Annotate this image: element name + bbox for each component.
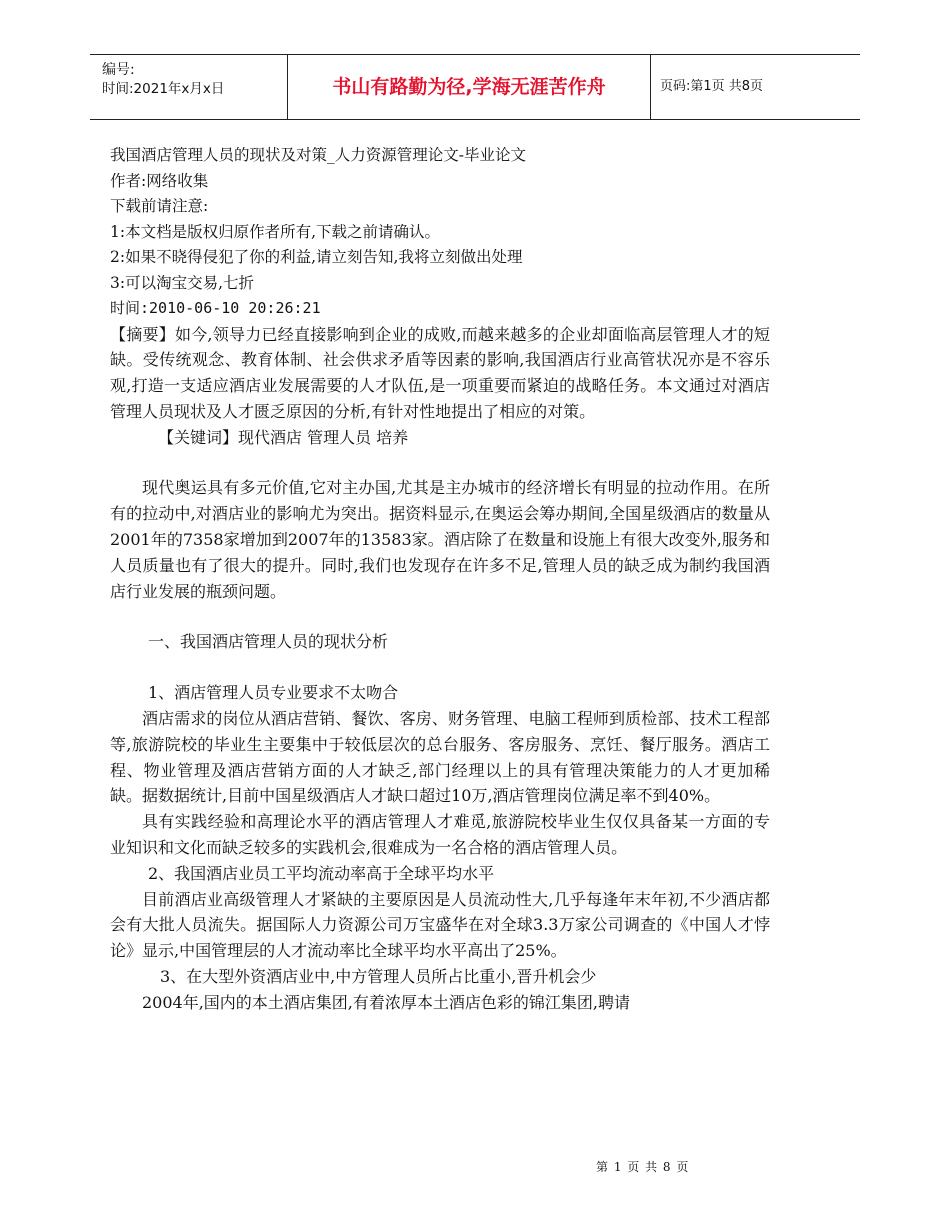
paragraph-1a: 酒店需求的岗位从酒店营销、餐饮、客房、财务管理、电脑工程师到质检部、技术工程部等,旅游院校的毕业生主要集中于较低层次的总台服务、客房服务、烹饪、餐厅服务。酒店工程、物业管理及酒店营销方面的人才缺乏,部门经理以上的具有管理决策能力的人才更加稀缺。据数据统计,目前中国星级酒店人才缺口超过10万,酒店管理岗位满足率不到40%。 <box>110 709 770 806</box>
header-left <box>102 61 224 99</box>
intro-paragraph: 现代奥运具有多元价值,它对主办国,尤其是主办城市的经济增长有明显的拉动作用。在所有的拉动中,对酒店业的影响尤为突出。据资料显示,在奥运会筹办期间,全国星级酒店的数量从2001年的7358家增加到2007年的13583家。酒店除了在数量和设施上有很大改变外,服务和人员质量也有了很大的提升。同时,我们也发现存在许多不足,管理人员的缺乏成为制约我国酒店行业发展的瓶颈问题。 <box>110 478 770 601</box>
header-motto: 书山有路勤为径,学海无涯苦作舟 <box>287 55 651 119</box>
notice-item-1: 1:本文档是版权归原作者所有,下载之前请确认。 <box>110 222 441 241</box>
paragraph-2: 目前酒店业高级管理人才紧缺的主要原因是人员流动性大,几乎每逢年末年初,不少酒店都会有大批人员流失。据国际人力资源公司万宝盛华在对全球3.3万家公司调查的《中国人才悖论》显示,中国管理层的人才流动率比全球平均水平高出了25%。 <box>110 889 770 961</box>
header-time-label: 时间:2021年x月x日 <box>102 81 225 97</box>
document-content <box>110 143 770 1016</box>
keywords-line: 【关键词】现代酒店 管理人员 培养 <box>158 427 409 447</box>
section-heading-1: 一、我国酒店管理人员的现状分析 <box>148 632 389 652</box>
header-page-info: 页码:第1页 共8页 <box>660 79 764 94</box>
header-number-label: 编号: <box>102 62 135 78</box>
notice-item-2: 2:如果不晓得侵犯了你的利益,请立刻告知,我将立刻做出处理 <box>110 248 523 266</box>
page-header <box>90 54 860 120</box>
notice-heading: 下载前请注意: <box>110 197 209 215</box>
paragraph-3: 2004年,国内的本土酒店集团,有着浓厚本土酒店色彩的锦江集团,聘请 <box>142 992 630 1012</box>
document-title: 我国酒店管理人员的现状及对策_人力资源管理论文-毕业论文 <box>110 146 526 164</box>
subheading-1: 1、酒店管理人员专业要求不太吻合 <box>148 683 399 703</box>
notice-item-3: 3:可以淘宝交易,七折 <box>110 273 255 292</box>
subheading-3: 3、在大型外资酒店业中,中方管理人员所占比重小,晋升机会少 <box>160 967 597 987</box>
document-meta <box>110 143 770 322</box>
document-author: 作者:网络收集 <box>110 171 209 190</box>
document-body <box>110 322 770 1016</box>
paragraph-1b: 具有实践经验和高理论水平的酒店管理人才难觅,旅游院校毕业生仅仅具备某一方面的专业知识和文化而缺乏较多的实践机会,很难成为一名合格的酒店管理人员。 <box>110 812 770 858</box>
document-time: 时间:2010-06-10 20:26:21 <box>110 299 321 317</box>
page-footer: 第 1 页 共 8 页 <box>596 1160 690 1174</box>
subheading-2: 2、我国酒店业员工平均流动率高于全球平均水平 <box>148 863 495 883</box>
abstract-paragraph: 【摘要】如今,领导力已经直接影响到企业的成败,而越来越多的企业却面临高层管理人才的短缺。受传统观念、教育体制、社会供求矛盾等因素的影响,我国酒店行业高管状况亦是不容乐观,打造一支适应酒店业发展需要的人才队伍,是一项重要而紧迫的战略任务。本文通过对酒店管理人员现状及人才匮乏原因的分析,有针对性地提出了相应的对策。 <box>110 324 770 421</box>
